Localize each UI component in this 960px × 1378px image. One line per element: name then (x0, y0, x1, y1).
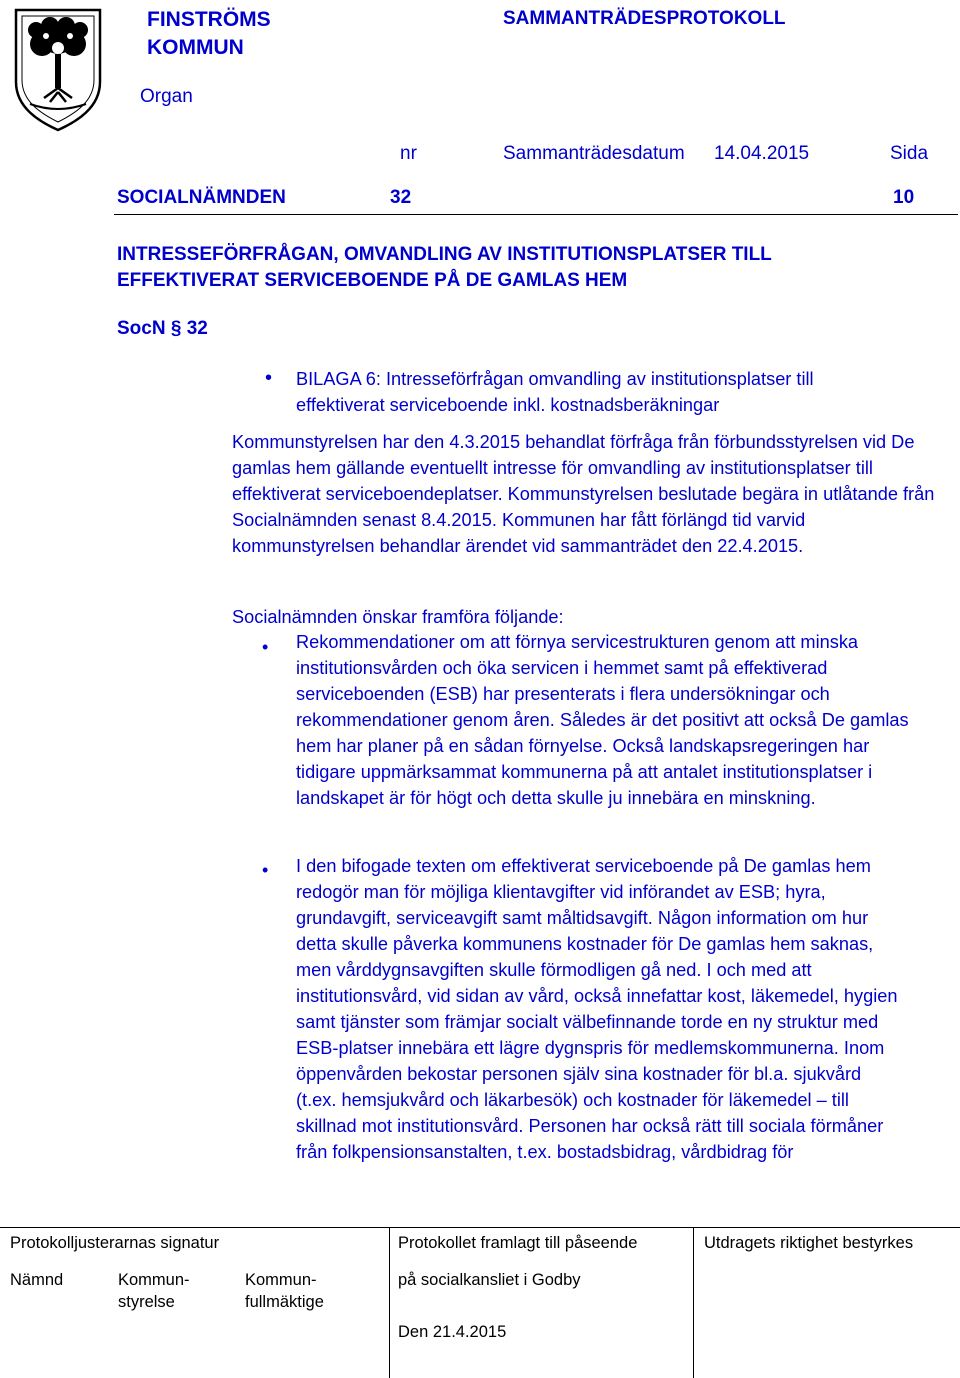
organization-name-line1: FINSTRÖMS (147, 8, 271, 31)
nr-label: nr (400, 143, 417, 164)
namnd-label: Nämnd (10, 1271, 64, 1289)
meeting-date-label: Sammanträdesdatum (503, 143, 685, 164)
posted-location: på socialkansliet i Godby (398, 1271, 581, 1289)
document-type: SAMMANTRÄDESPROTOKOLL (503, 8, 786, 29)
meeting-date-value: 14.04.2015 (714, 143, 810, 164)
adjusters-signature-label: Protokolljusterarnas signatur (10, 1234, 220, 1252)
page-number: 10 (893, 187, 915, 208)
kommunfullmaktige-label: Kommun- fullmäktige (245, 1271, 324, 1311)
header-divider (114, 214, 958, 215)
attachment-reference: BILAGA 6: Intresseförfrågan omvandling av institutionsplatser till effektiverat serviceboende inkl. kostnadsberäkningar (296, 369, 814, 415)
adjusters-signature-cell (0, 1228, 389, 1378)
intro-text: Socialnämnden önskar framföra följande: (232, 607, 564, 627)
organ-label: Organ (140, 86, 193, 107)
kommunstyrelse-label: Kommun- styrelse (118, 1271, 190, 1311)
bullet-icon: • (262, 860, 269, 880)
list-item: I den bifogade texten om effektiverat serviceboende på De gamlas hem redogör man för möjliga klientavgifter vid införandet av ESB; hyra, grundavgift, serviceavgift samt måltidsavgift. Någon information om hur detta skulle påverka kommunens kostnader för De gamlas hem saknas, men vårddygnsavgiften skulle förmodligen gå ned. I och med att institutionsvård, vid sidan av vård, också innefattar kost, läkemedel, hygien samt tjänster som främjar socialt välbefinnande torde en ny struktur med ESB-platser innebära ett lägre dygnspris för medlemskommunerna. Inom öppenvården bekostar personen själv sina kostnader för bl.a. sjukvård (t.ex. hemsjukvård och läkarbesök) och kostnader för läkemedel – till skillnad mot institutionsvård. Personen har också rätt till sociala förmåner från folkpensionsanstalten, t.ex. bostadsbidrag, vårdbidrag för (296, 856, 898, 1162)
bullet-icon: • (265, 367, 273, 389)
certification-cell (693, 1228, 960, 1378)
signature-footer (0, 1227, 960, 1378)
list-item: Rekommendationer om att förnya servicestrukturen genom att minska institutionsvården och öka servicen i hemmet samt på effektiverad serviceboenden (ESB) har presenterats i flera undersökningar och rekommendationer genom åren. Således är det positivt att också De gamlas hem har planer på en sådan förnyelse. Också landskapsregeringen har tidigare uppmärksammat kommunerna på att antalet institutionsplatser i landskapet är för högt och detta skulle ju innebära en minskning. (296, 632, 909, 808)
section-title: INTRESSEFÖRFRÅGAN, OMVANDLING AV INSTITUTIONSPLATSER TILL EFFEKTIVERAT SERVICEBOENDE PÅ DE GAMLAS HEM (117, 244, 772, 291)
bullet-icon: • (262, 637, 269, 657)
municipal-tree-crest-icon (10, 4, 106, 132)
public-display-cell (389, 1228, 694, 1378)
organization-name-line2: KOMMUN (147, 36, 244, 59)
paragraph-number: 32 (390, 187, 412, 208)
section-reference: SocN § 32 (117, 318, 208, 339)
certification-label: Utdragets riktighet bestyrkes (704, 1234, 914, 1252)
body-paragraph: Kommunstyrelsen har den 4.3.2015 behandlat förfråga från förbundsstyrelsen vid De gamlas hem gällande eventuellt intresse för omvandling av institutionsplatser till effektiverat serviceboendeplatser. Kommunstyrelsen beslutade begära in utlåtande från Socialnämnden senast 8.4.2015. Kommunen har fått förlängd tid varvid kommunstyrelsen behandlar ärendet vid sammanträdet den 22.4.2015. (232, 432, 935, 556)
page-label: Sida (890, 143, 929, 164)
public-display-label: Protokollet framlagt till påseende (398, 1234, 638, 1252)
committee-name: SOCIALNÄMNDEN (117, 187, 286, 208)
posted-date: Den 21.4.2015 (398, 1323, 507, 1341)
